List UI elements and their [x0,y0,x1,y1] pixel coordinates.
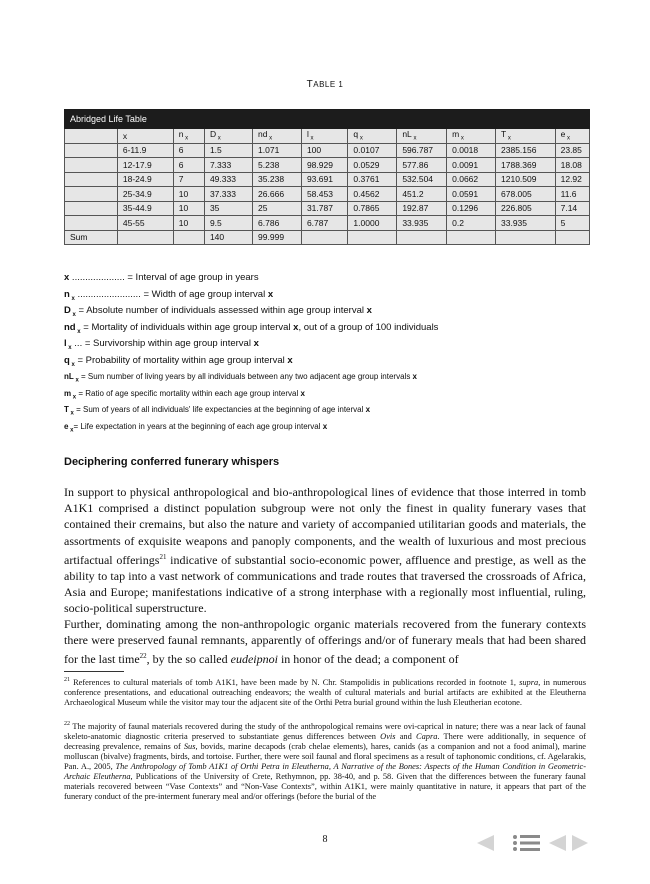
footnote-ref-22: 22 [139,652,147,661]
table-cell: 10 [173,201,204,216]
legend-line: D $_x$ = Absolute number of individuals assessed within age group interval x [64,305,372,318]
table-row [65,158,590,173]
table-cell: 1.5 [204,143,252,158]
table-cell: 5 [555,216,589,231]
footnote-separator [64,671,124,672]
table-cell: 7.14 [555,201,589,216]
table-cell [117,230,173,245]
table-cell: Sum [65,230,118,245]
previous-page-icon[interactable] [546,833,568,853]
column-header: n $_x$ [173,129,204,144]
table-cell: 45-55 [117,216,173,231]
next-page-icon[interactable] [570,833,590,853]
table-row [65,201,590,216]
table-cell: 6 [173,143,204,158]
column-header: m $_x$ [447,129,496,144]
section-title: Deciphering conferred funerary whispers [64,456,280,468]
table-cell: 25 [253,201,302,216]
table-cell: 9.5 [204,216,252,231]
footnote-ref-21: 21 [159,552,167,561]
table-cell: 93.691 [301,172,347,187]
legend-line: x .................... = Interval of age group in years [64,272,259,283]
table-cell [301,230,347,245]
column-header: D $_x$ [204,129,252,144]
table-cell: 12-17.9 [117,158,173,173]
table-cell: 140 [204,230,252,245]
legend-line: e $_x$= Life expectation in years at the beginning of each age group interval x [64,421,328,434]
table-cell: 0.3761 [348,172,397,187]
table-cell: 33.935 [496,216,556,231]
table-cell: 12.92 [555,172,589,187]
table-cell: 577.86 [397,158,447,173]
table-cell: 35-44.9 [117,201,173,216]
table-cell: 0.4562 [348,187,397,202]
column-header: e $_x$ [555,129,589,144]
paragraph-1: In support to physical anthropological and bio-anthropological lines of evidence that those interred in tomb A1K1 comprised a distinct population subgroup were not only the finest in quality funerary vases that contained their cremains, but also the nature and variety of accompanied utilitarian goods and materials, the assortments of exquisite weapons and panoply components, and the wealth of luxurious and most precious artifactual offerings$^{21}$ indicative of substantial socio-economic power, affluence and prestige, as well as the ability to tap into a vast network of communications and trade routes that traversed the crossroads of Africa, Asia and Europe; manifestations indicative of a strong interphase with a regionally most influential, ruling, socio-political superstructure. [64,485,586,616]
table-cell: 0.2 [447,216,496,231]
table-cell: 1.071 [253,143,302,158]
table-cell: 451.2 [397,187,447,202]
table-cell [65,143,118,158]
table-cell: 5.238 [253,158,302,173]
menu-list-icon[interactable] [512,833,542,853]
table-cell: 6-11.9 [117,143,173,158]
table-cell: 0.0091 [447,158,496,173]
life-table [64,109,590,245]
column-header: l $_x$ [301,129,347,144]
table-cell [65,216,118,231]
table-cell: 532.504 [397,172,447,187]
table-cell [65,187,118,202]
table-cell: 0.0529 [348,158,397,173]
table-cell: 37.333 [204,187,252,202]
table-row [65,143,590,158]
table-cell: 192.87 [397,201,447,216]
column-header [65,129,118,144]
column-header: x [117,129,173,144]
legend-line: l $_x$ ... = Survivorship within age group interval x [64,338,259,351]
table-cell: 100 [301,143,347,158]
table-cell: 1788.369 [496,158,556,173]
column-header: nL $_x$ [397,129,447,144]
table-cell [65,158,118,173]
page-number: 8 [322,834,328,845]
legend-line: m $_x$ = Ratio of age specific mortality within each age group interval x [64,388,305,401]
table-cell [447,230,496,245]
table-cell: 6.787 [301,216,347,231]
table-cell: 10 [173,187,204,202]
table-cell [397,230,447,245]
table-cell: 1.0000 [348,216,397,231]
table-cell: 18-24.9 [117,172,173,187]
table-row [65,172,590,187]
table-cell: 98.929 [301,158,347,173]
table-cell: 26.666 [253,187,302,202]
footnote-21: $^{21}$ References to cultural materials of tomb A1K1, have been made by N. Chr. Stampolidis in publications recorded in footnote 1, supra, in numerous conference presentations, and educational outreaching endeavors; the wealth of cultural materials and burial artifacts are exhibited at the Eleutherna Archaeological Museum while the visitor may tour the adjacent site of the Orthi Petra burial ground within the lush Eleutherian ecotone. [64,677,587,707]
table-title: TABLE 1 [306,79,344,90]
table-cell [348,230,397,245]
table-cell: 23.85 [555,143,589,158]
table-cell: 596.787 [397,143,447,158]
table-cell: 7 [173,172,204,187]
table-cell: 49.333 [204,172,252,187]
table-cell: 6.786 [253,216,302,231]
table-cell: 7.333 [204,158,252,173]
table-cell: 0.0107 [348,143,397,158]
table-cell: 58.453 [301,187,347,202]
legend-line: nL $_x$ = Sum number of living years by all individuals between any two adjacent age group intervals x [64,372,417,384]
first-page-icon[interactable] [474,833,496,853]
column-header: T $_x$ [496,129,556,144]
table-cell: 31.787 [301,201,347,216]
table-cell: 6 [173,158,204,173]
table-cell: 0.1296 [447,201,496,216]
table-cell [555,230,589,245]
table-cell: 0.7865 [348,201,397,216]
legend-line: n $_x$ ........................ = Width of age group interval x [64,288,274,302]
table-cell: 0.0591 [447,187,496,202]
table-cell: 35.238 [253,172,302,187]
table-cell: 25-34.9 [117,187,173,202]
table-cell: 11.6 [555,187,589,202]
column-header: q $_x$ [348,129,397,144]
table-cell: 33.935 [397,216,447,231]
table-cell [173,230,204,245]
table-cell: 1210.509 [496,172,556,187]
table-row [65,230,590,245]
table-cell: 35 [204,201,252,216]
table-cell: 10 [173,216,204,231]
table-cell [65,201,118,216]
table-row [65,216,590,231]
legend-line: q $_x$ = Probability of mortality within age group interval x [64,354,293,368]
table-cell: 678.005 [496,187,556,202]
column-header: nd $_x$ [253,129,302,144]
legend-line: T $_x$ = Sum of years of all individuals' life expectancies at the beginning of age interval x [64,405,371,417]
table-cell [496,230,556,245]
legend-line: nd $_x$ = Mortality of individuals within age group interval x, out of a group of 100 individuals [64,321,439,335]
paragraph-2: Further, dominating among the non-anthropologic organic materials recovered from the funerary contexts there were preserved faunal remnants, apparently of offerings and/or of funerary meals that had been shared for the last time$^{22}$, by the so called eudeipnoi in honor of the dead; a component of [64,617,586,667]
table-cell: 226.805 [496,201,556,216]
table-row [65,187,590,202]
table-cell: 0.0018 [447,143,496,158]
table-cell: 99.999 [253,230,302,245]
table-cell: 2385.156 [496,143,556,158]
table-cell: 18.08 [555,158,589,173]
table-caption: Abridged Life Table [65,110,590,129]
footnote-22: $^{22}$ The majority of faunal materials recovered during the study of the anthropological remains were ovi-caprical in nature; there was a near lack of faunal skeleto-anatomic diagnostic criteria preserved to substantiate genus differences between Ovis and Capra. There were additionally, in sequence of decreasing prevalence, remains of Sus, bovids, marine decapods (crab chelae elements), hares, canids (as a companion and not a food animal), marine molluscan (bivalve) fragments, birds, and tortoise. Further, there were soil faunal and floral specimens as a result of taphonomic conditions, cf. Agelarakis, Pan. A., 2005, The Anthropology of Tomb A1K1 of Orthi Petra in Eleutherna, A Narrative of the Bones: Aspects of the Human Condition in Geometric-Archaic Eleutherna, Publications of the University of Crete, Rethymnon, pp. 38-40, and p. 58. Given that the differences between the funerary faunal materials recovered between “Vase Contexts” and “Non-Vase Contexts”, within A1K1, were mainly quantitative in nature, it appears that part of the funerary conduct of the pre-interment funerary meal and/or offerings (before the burial of the [64,721,587,801]
table-cell [65,172,118,187]
table-cell: 0.0662 [447,172,496,187]
table-legend [64,270,438,435]
